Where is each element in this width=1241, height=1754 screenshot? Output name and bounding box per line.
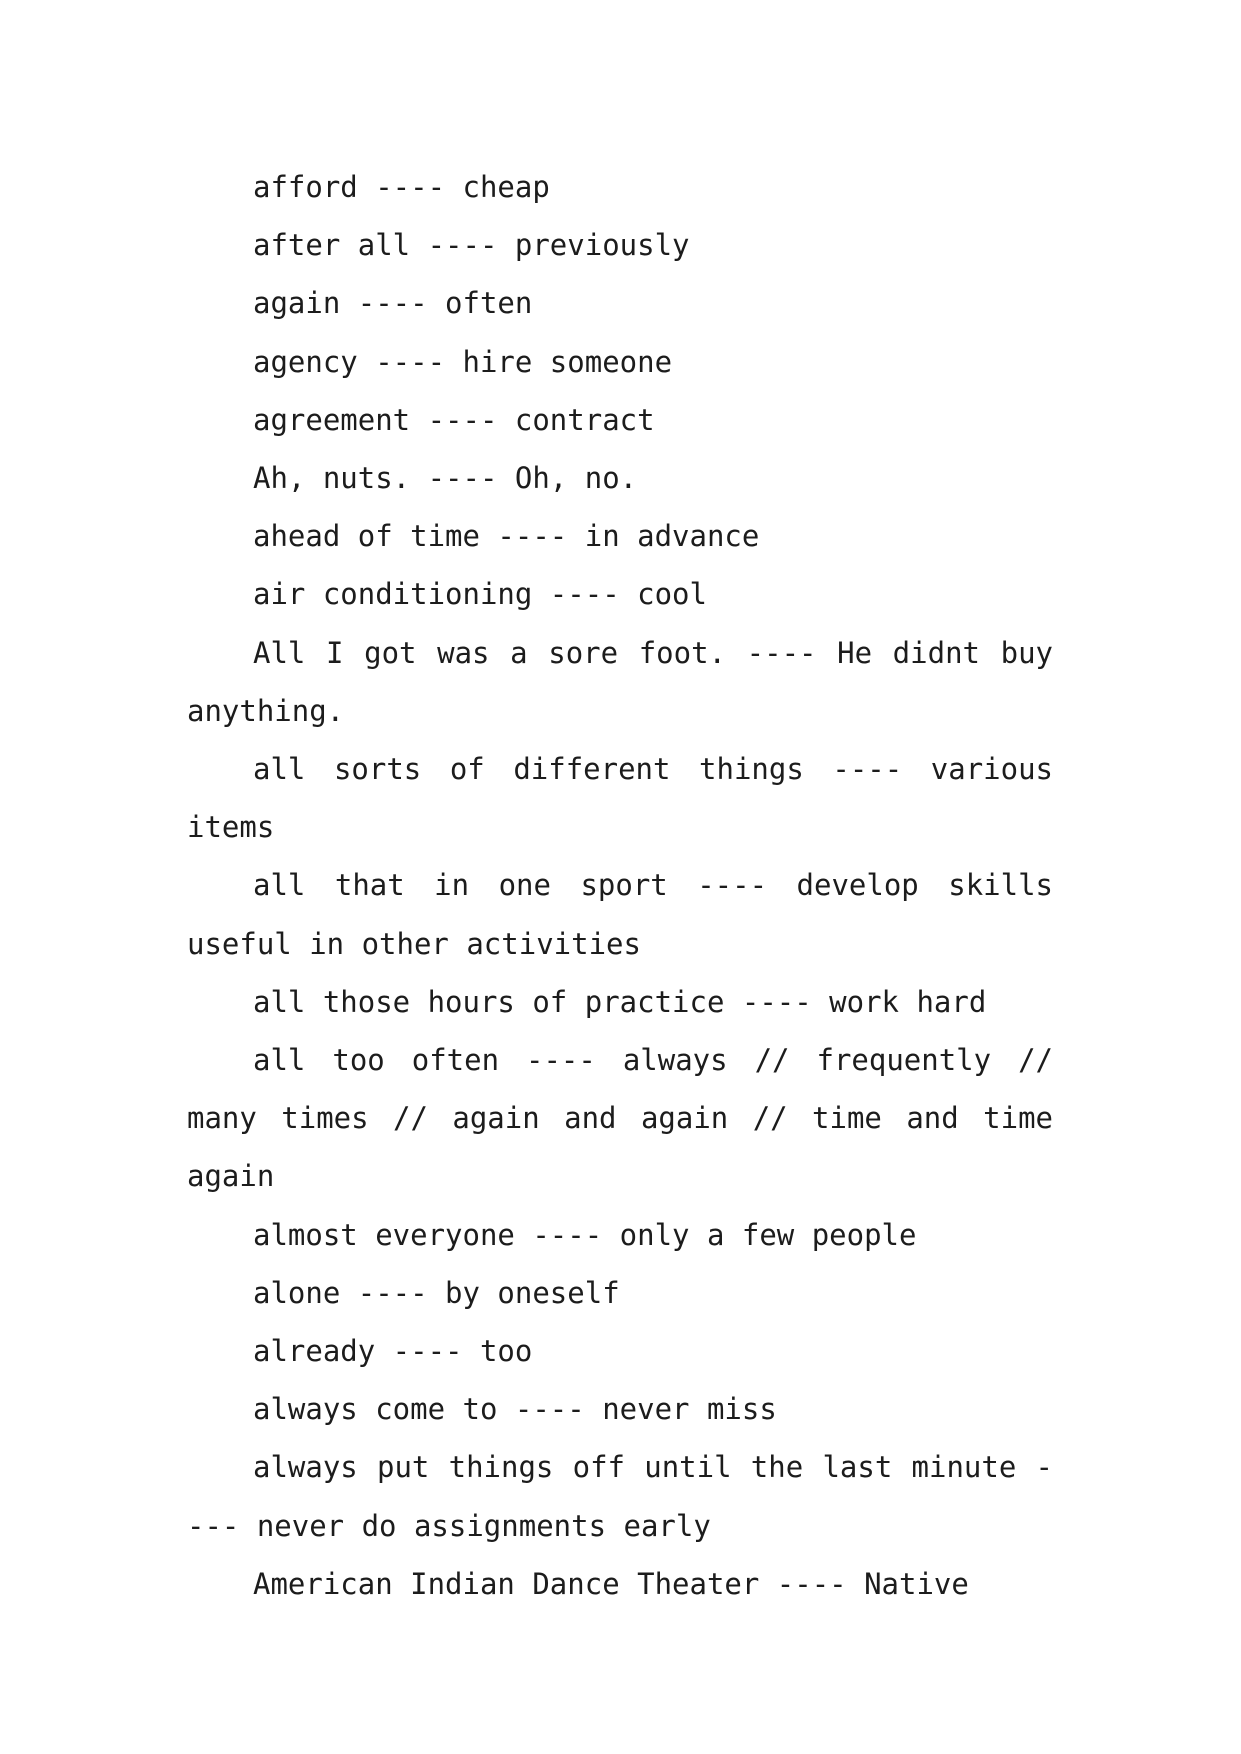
glossary-entry: Ah, nuts. ---- Oh, no. [253,461,638,496]
glossary-entry: all sorts of different things ---- various items [187,752,1053,845]
glossary-entry: air conditioning ---- cool [253,577,707,612]
glossary-entry: All I got was a sore foot. ---- He didnt buy anything. [187,635,1053,728]
glossary-entry: again ---- often [253,286,533,321]
glossary-list [187,158,1053,1613]
glossary-entry: always put things off until the last minute ---- never do assignments early [187,1450,1053,1543]
glossary-entry: all too often ---- always // frequently // many times // again and again // time and time again [187,1043,1053,1194]
glossary-entry: alone ---- by oneself [253,1275,620,1310]
glossary-entry: all those hours of practice ---- work hard [253,984,987,1019]
glossary-entry: all that in one sport ---- develop skills useful in other activities [187,868,1053,961]
glossary-entry: almost everyone ---- only a few people [253,1217,917,1252]
glossary-entry: afford ---- cheap [253,170,550,204]
glossary-entry: agency ---- hire someone [253,344,673,379]
glossary-entry: ahead of time ---- in advance [253,519,760,554]
glossary-entry: always come to ---- never miss [253,1392,777,1427]
glossary-entry: after all ---- previously [253,228,690,263]
glossary-entry: agreement ---- contract [253,402,655,437]
glossary-entry: American Indian Dance Theater ---- Native [253,1566,969,1601]
glossary-entry: already ---- too [253,1334,533,1369]
